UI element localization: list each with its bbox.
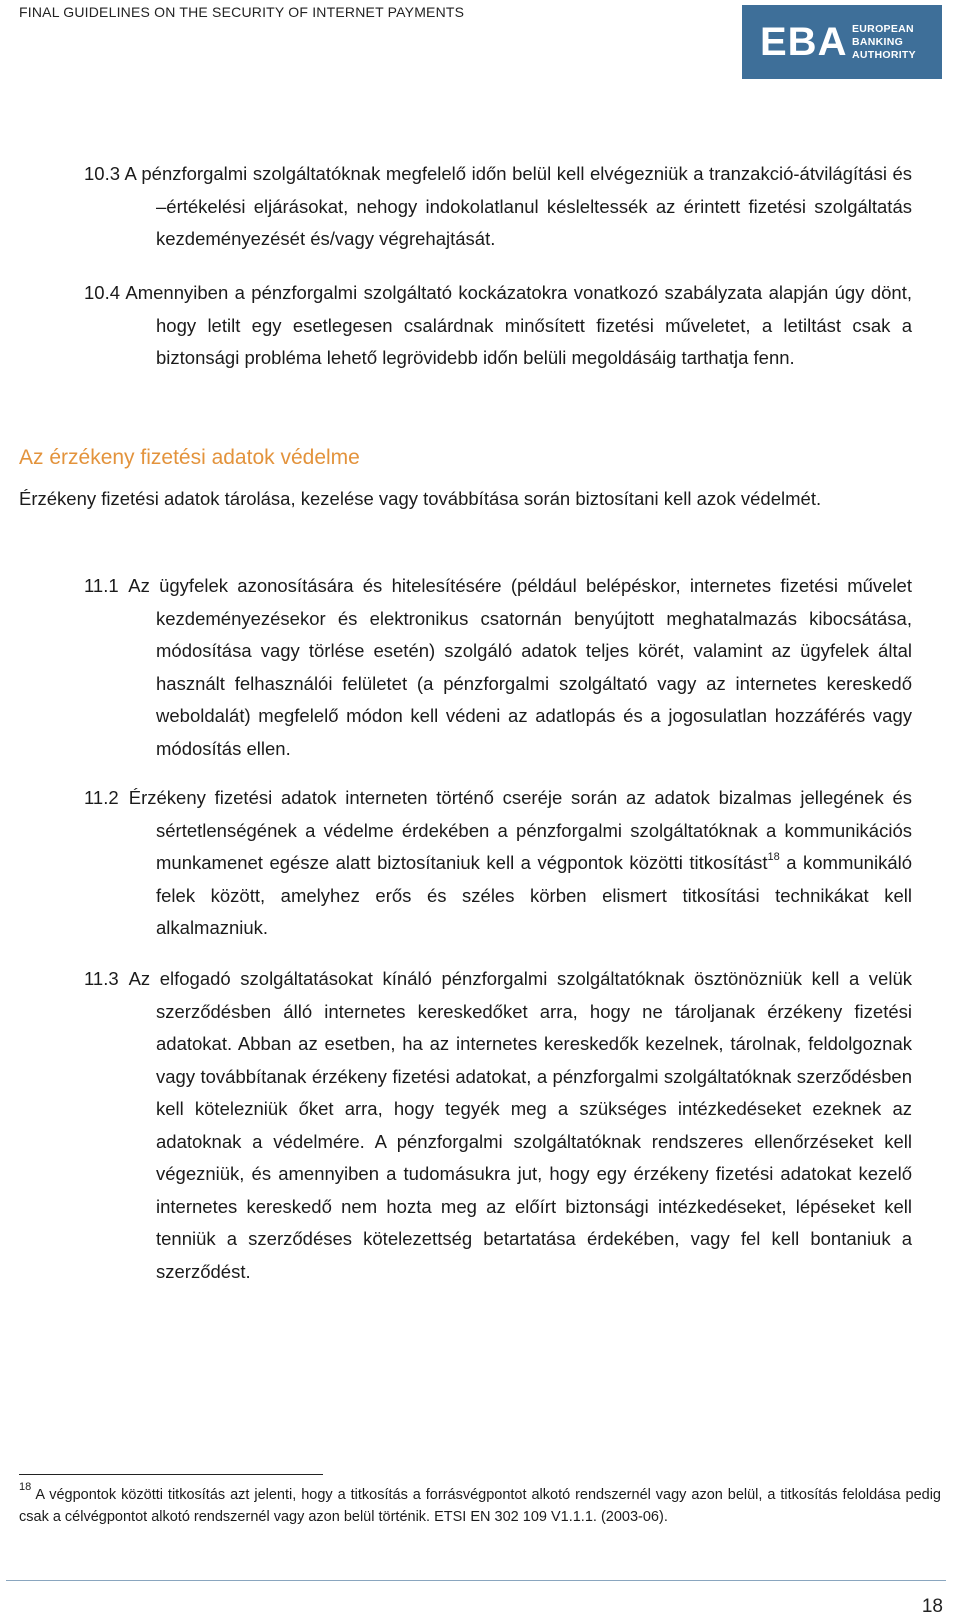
logo-abbreviation: EBA <box>760 19 848 64</box>
footnote-text: A végpontok közötti titkosítás azt jelenti, hogy a titkosítás a forrásvégpontot alkotó rendszernél vagy azon belül, a titkosítás feloldása pedig csak a célvégpontot alkotó rendszernél vagy azon belül történik. ETSI EN 302 109 V1.1.1. (2003-06). <box>19 1487 941 1525</box>
eba-logo <box>742 5 942 79</box>
paragraph-text: Amennyiben a pénzforgalmi szolgáltató kockázatokra vonatkozó szabályzata alapján úgy dönt, hogy letilt egy esetlegesen csalárdnak minősített fizetési műveletet, a letiltást csak a biztonsági probléma lehető legrövidebb időn belüli megoldásáig tarthatja fenn. <box>125 282 912 368</box>
paragraph-10-4 <box>84 277 912 375</box>
logo-line-2: BANKING <box>852 35 904 48</box>
footnote <box>19 1481 941 1528</box>
paragraph-text: Érzékeny fizetési adatok interneten történő cseréje során az adatok bizalmas jellegének és sértetlenségének a védelme érdekében a pénzforgalmi szolgáltatóknak a kommunikációs munkamenet egésze alatt biztosítaniuk kell a végpontok közötti titkosítást <box>128 787 913 873</box>
paragraph-text: Az elfogadó szolgáltatásokat kínáló pénzforgalmi szolgáltatóknak ösztönözniük kell a velük szerződésben álló internetes kereskedőket arra, hogy ne tároljanak érzékeny fizetési adatokat. Abban az esetben, ha az internetes kereskedők kezelnek, tárolnak, feldolgoznak vagy továbbítanak érzékeny fizetési adatokat, a pénzforgalmi szolgáltatóknak szerződésben kell kötelezniük őket arra, hogy tegyék meg a szükséges intézkedéseket ezeknek az adatoknak a védelmére. A pénzforgalmi szolgáltatóknak rendszeres ellenőrzéseket kell végezniük, és amennyiben a tudomásukra jut, hogy egy érzékeny fizetési adatokat kezelő internetes kereskedő nem hozta meg az előírt biztonsági intézkedéseket, lépéseket kell tenniük a szerződéses kötelezettség betartatása érdekében, vagy fel kell bontaniuk a szerződést. <box>128 968 912 1282</box>
paragraph-text: Érzékeny fizetési adatok tárolása, kezelése vagy továbbítása során biztosítani kell azok védelmét. <box>19 488 822 509</box>
paragraph-10-3 <box>84 158 912 256</box>
footnote-number: 18 <box>19 1481 32 1493</box>
logo-text <box>852 23 916 62</box>
footer-divider <box>6 1580 946 1581</box>
section-heading: Az érzékeny fizetési adatok védelme <box>19 446 360 469</box>
document-header-title: FINAL GUIDELINES ON THE SECURITY OF INTERNET PAYMENTS <box>19 4 465 20</box>
logo-line-1: EUROPEAN <box>852 22 914 35</box>
footnote-reference[interactable]: 18 <box>767 851 780 863</box>
page-number: 18 <box>921 1596 943 1617</box>
paragraph-11-3: 11.3 Az elfogadó szolgáltatásokat kínáló pénzforgalmi szolgáltatóknak ösztönözniük kell a velük szerződésben álló internetes kereskedőket arra, hogy ne tároljanak érzékeny fizetési adatokat. Abban az esetben, ha az internetes kereskedők kezelnek, tárolnak, feldolgoznak vagy továbbítanak érzékeny fizetési adatokat, a pénzforgalmi szolgáltatóknak szerződésben kell kötelezniük őket arra, hogy tegyék meg a szükséges intézkedéseket ezeknek az adatoknak a védelmére. A pénzforgalmi szolgáltatóknak rendszeres ellenőrzéseket kell végezniük, és amennyiben a tudomásukra jut, hogy egy érzékeny fizetési adatokat kezelő internetes kereskedő nem hozta meg az előírt biztonsági intézkedéseket, lépéseket kell tenniük a szerződéses kötelezettség betartatása érdekében, vagy fel kell bontaniuk a szerződést. <box>84 968 912 1282</box>
footnote-divider <box>19 1474 323 1475</box>
logo-line-3: AUTHORITY <box>852 48 916 61</box>
paragraph-text-continued: a kommunikáló felek között, amelyhez erős és széles körben elismert titkosítási technikákat kell alkalmazniuk. <box>156 852 913 938</box>
paragraph-11-2: 11.2 Érzékeny fizetési adatok interneten történő cseréje során az adatok bizalmas jellegének és sértetlenségének a védelme érdekében a pénzforgalmi szolgáltatóknak a kommunikációs munkamenet egésze alatt biztosítaniuk kell a végpontok közötti titkosítást$^{18}$ a kommunikáló felek között, amelyhez erős és széles körben elismert titkosítási technikákat kell alkalmazniuk. <box>84 787 913 938</box>
paragraph-11-1: 11.1 Az ügyfelek azonosítására és hitelesítésére (például belépéskor, internetes fizetési művelet kezdeményezésekor és elektronikus csatornán benyújtott meghatalmazás kibocsátása, módosítása vagy törlése esetén) szolgáló adatok teljes körét, valamint az ügyfelek által használt felhasználói felületet (a pénzforgalmi szolgáltató vagy az internetes kereskedő weboldalát) megfelelő módon kell védeni az adatlopás és a jogosulatlan hozzáférés vagy módosítás ellen. <box>84 575 912 759</box>
paragraph-text: A pénzforgalmi szolgáltatóknak megfelelő időn belül kell elvégezniük a tranzakció-átvilágítási és –értékelési eljárásokat, nehogy indokolatlanul késleltessék az érintett fizetési szolgáltatás kezdeményezését és/vagy végrehajtását. <box>124 163 912 249</box>
paragraph-11 <box>19 483 912 516</box>
paragraph-text: Az ügyfelek azonosítására és hitelesítésére (például belépéskor, internetes fizetési művelet kezdeményezésekor és elektronikus csatornán benyújtott meghatalmazás kibocsátása, módosítása vagy törlése esetén) szolgáló adatok teljes körét, valamint az ügyfelek által használt felhasználói felületet (a pénzforgalmi szolgáltató vagy az internetes kereskedő weboldalát) megfelelő módon kell védeni az adatlopás és a jogosulatlan hozzáférés vagy módosítás ellen. <box>128 575 912 759</box>
